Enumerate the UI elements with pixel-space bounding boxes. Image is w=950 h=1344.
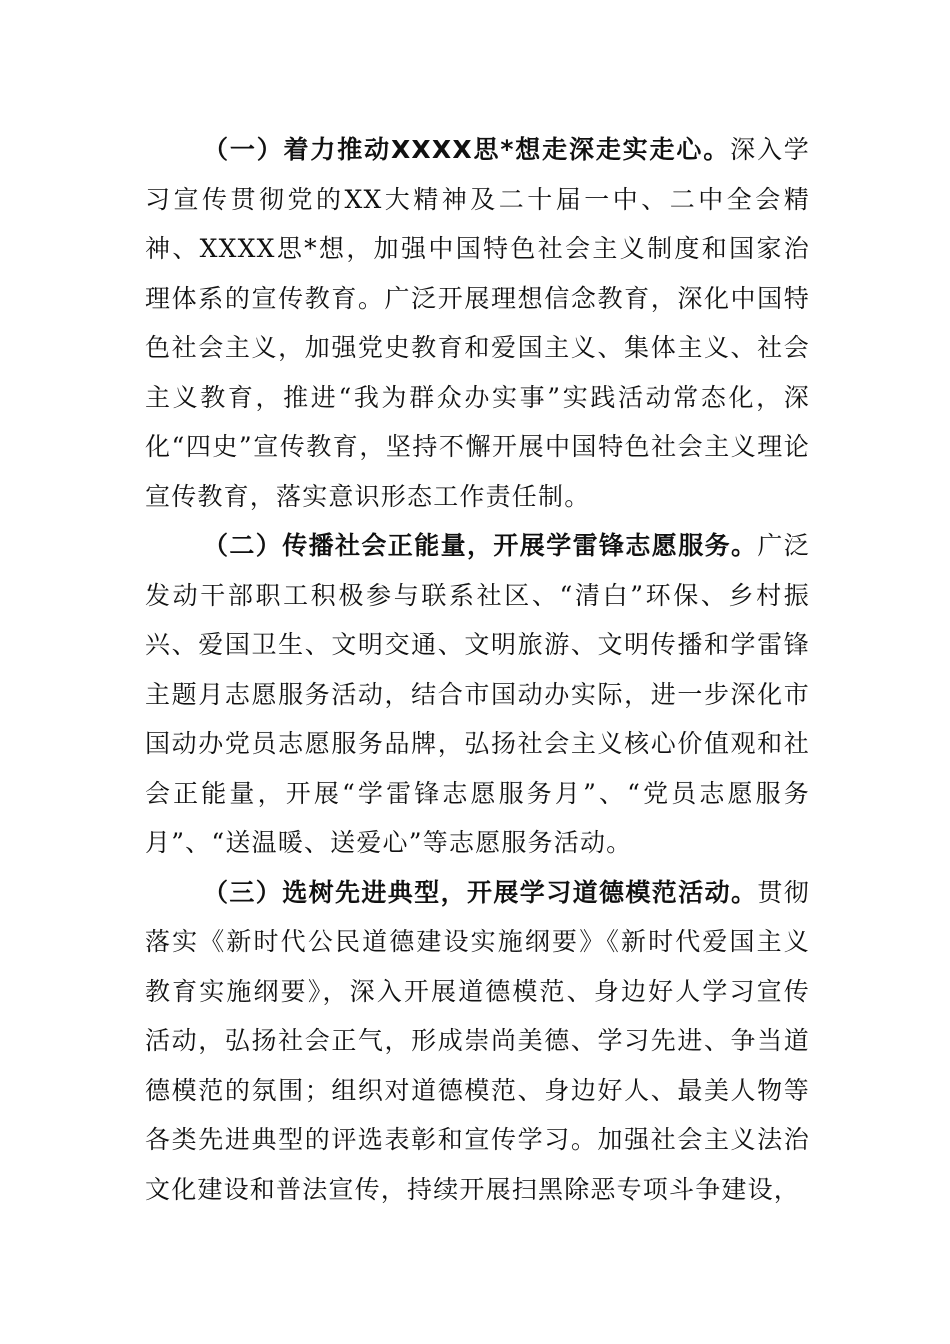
paragraph-1-heading: （一）着力推动XXXX思*想走深走实走心。 [203, 135, 731, 164]
paragraph-1 [145, 125, 810, 521]
paragraph-3 [145, 868, 810, 1215]
paragraph-3-heading: （三）选树先进典型，开展学习道德模范活动。 [203, 877, 758, 907]
paragraph-3-text: 贯彻落实《新时代公民道德建设实施纲要》《新时代爱国主义教育实施纲要》，深入开展道德模范、身边好人学习宣传活动，弘扬社会正气，形成崇尚美德、学习先进、争当道德模范的氛围；组织对道德模范、身边好人、最美人物等各类先进典型的评选表彰和宣传学习。加强社会主义法治文化建设和普法宣传，持续开展扫黑除恶专项斗争建设， [145, 877, 811, 1204]
paragraph-2-heading: （二）传播社会正能量，开展学雷锋志愿服务。 [203, 531, 758, 560]
paragraph-1-text: 深入学习宣传贯彻党的XX大精神及二十届一中、二中全会精神、XXXX思*想，加强中国特色社会主义制度和国家治理体系的宣传教育。广泛开展理想信念教育，深化中国特色社会主义，加强党史教育和爱国主义、集体主义、社会主义教育，推进“我为群众办实事”实践活动常态化，深化“四史”宣传教育，坚持不懈开展中国特色社会主义理论宣传教育，落实意识形态工作责任制。 [145, 135, 810, 511]
document-body [145, 125, 810, 1214]
paragraph-2 [145, 521, 810, 868]
paragraph-2-text: 广泛发动干部职工积极参与联系社区、“清白”环保、乡村振兴、爱国卫生、文明交通、文明旅游、文明传播和学雷锋主题月志愿服务活动，结合市国动办实际，进一步深化市国动办党员志愿服务品牌，弘扬社会主义核心价值观和社会正能量，开展“学雷锋志愿服务月”、“党员志愿服务月”、“送温暖、送爱心”等志愿服务活动。 [145, 531, 811, 857]
